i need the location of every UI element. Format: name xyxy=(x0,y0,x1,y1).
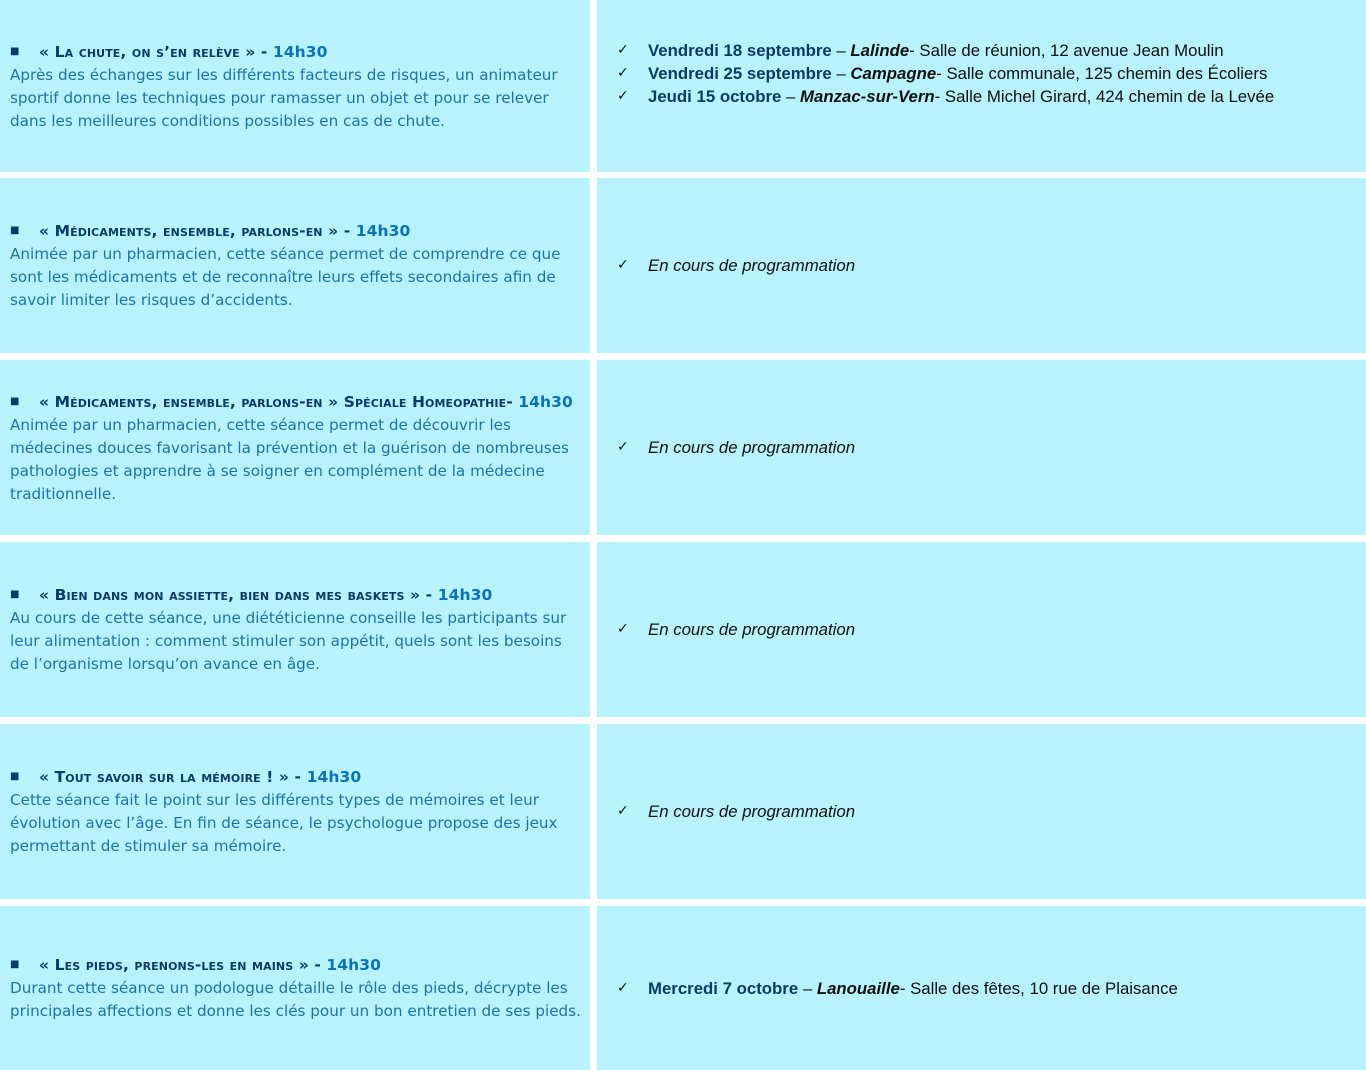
session-dash: – xyxy=(831,41,851,60)
checkmark-icon: ✓ xyxy=(617,65,629,81)
square-bullet-icon: ■ xyxy=(10,45,20,57)
session-line xyxy=(617,39,1358,62)
pending-status: En cours de programmation xyxy=(648,620,856,639)
pending-status: En cours de programmation xyxy=(648,802,856,821)
checkmark-icon: ✓ xyxy=(617,621,629,637)
square-bullet-icon: ■ xyxy=(10,589,20,600)
session-place: - Salle des fêtes, 10 rue de Plaisance xyxy=(899,978,1178,998)
session-dash: – xyxy=(798,978,817,998)
checkmark-icon: ✓ xyxy=(617,42,629,58)
checkmark-icon: ✓ xyxy=(617,257,629,273)
session-place: - Salle Michel Girard, 424 chemin de la Levée xyxy=(934,87,1275,106)
session-city: Lanouaille xyxy=(816,978,900,998)
workshop-cell xyxy=(0,906,590,1070)
workshop-title xyxy=(10,40,582,64)
session-dash: – xyxy=(781,87,801,106)
workshop-time: 14h30 xyxy=(437,586,493,604)
checkmark-icon: ✓ xyxy=(617,803,629,819)
workshop-title-text: « La chute, on s’en relève » xyxy=(39,42,256,61)
workshop-description: Durant cette séance un podologue détaille le rôle des pieds, décrypte les principales affections et donne les clés pour un bon entretien de ses pieds. xyxy=(10,979,581,1020)
session-line xyxy=(617,618,1358,641)
square-bullet-icon: ■ xyxy=(10,225,20,236)
pending-status: En cours de programmation xyxy=(648,438,856,457)
table-row xyxy=(0,542,1366,717)
workshop-title xyxy=(10,390,582,414)
pending-status: En cours de programmation xyxy=(648,256,856,275)
checkmark-icon: ✓ xyxy=(617,439,629,455)
session-line xyxy=(617,85,1358,108)
workshop-time: 14h30 xyxy=(355,222,411,240)
session-date: Vendredi 18 septembre xyxy=(648,41,832,60)
workshop-description: Animée par un pharmacien, cette séance permet de découvrir les médecines douces favorisant la prévention et la guérison de nombreuses pathologies et apprendre à se soigner en complément de la médecine traditionnelle. xyxy=(10,415,569,503)
workshop-description: Animée par un pharmacien, cette séance permet de comprendre ce que sont les médicaments et de reconnaître leurs effets secondaires afin de savoir limiter les risques d’accidents. xyxy=(10,245,561,309)
table-row xyxy=(0,724,1366,899)
session-line xyxy=(617,62,1358,85)
checkmark-icon: ✓ xyxy=(617,88,629,104)
schedule-cell xyxy=(597,724,1366,899)
workshop-time: 14h30 xyxy=(272,42,328,61)
workshop-description: Au cours de cette séance, une diététicienne conseille les participants sur leur alimentation : comment stimuler son appétit, quels sont les besoins de l’organisme lorsqu’on avance en âge. xyxy=(10,609,567,673)
workshop-title-text: « Médicaments, ensemble, parlons-en » xyxy=(39,222,339,240)
workshop-description: Cette séance fait le point sur les différents types de mémoires et leur évolution avec l’âge. En fin de séance, le psychologue propose des jeux permettant de stimuler sa mémoire. xyxy=(10,791,558,855)
checkmark-icon: ✓ xyxy=(617,979,629,996)
session-place: - Salle communale, 125 chemin des Écoliers xyxy=(936,64,1268,83)
workshop-time: 14h30 xyxy=(518,392,573,411)
session-line xyxy=(617,800,1358,823)
square-bullet-icon: ■ xyxy=(10,771,20,782)
workshop-cell xyxy=(0,724,590,899)
workshop-title-text: « Les pieds, prenons-les en mains » xyxy=(39,956,309,974)
workshop-description: Après des échanges sur les différents facteurs de risques, un animateur sportif donne les techniques pour ramasser un objet et pour se relever dans les meilleures conditions possibles en cas de chute. xyxy=(10,65,558,130)
workshop-time: 14h30 xyxy=(306,768,362,786)
square-bullet-icon: ■ xyxy=(10,959,20,970)
square-bullet-icon: ■ xyxy=(10,395,20,407)
session-date: Vendredi 25 septembre xyxy=(648,64,832,83)
session-date: Mercredi 7 octobre xyxy=(648,978,799,998)
schedule-cell xyxy=(597,360,1366,535)
session-line xyxy=(617,436,1358,459)
workshop-time: 14h30 xyxy=(326,956,382,974)
workshop-cell xyxy=(0,360,590,535)
title-separator: - xyxy=(308,956,327,974)
table-row xyxy=(0,360,1366,535)
workshop-title xyxy=(10,953,582,977)
table-row xyxy=(0,0,1366,172)
title-separator: - xyxy=(338,222,356,240)
workshop-cell xyxy=(0,0,590,172)
workshop-title xyxy=(10,583,582,607)
workshop-cell xyxy=(0,542,590,717)
session-dash: – xyxy=(831,64,851,83)
session-line xyxy=(617,977,1358,1000)
title-separator: - xyxy=(420,586,438,604)
session-city: Campagne xyxy=(850,64,937,83)
title-separator: - xyxy=(255,42,273,61)
schedule-cell xyxy=(597,542,1366,717)
session-date: Jeudi 15 octobre xyxy=(648,87,782,106)
workshop-title-text: « Bien dans mon assiette, bien dans mes baskets » xyxy=(39,586,421,604)
workshop-title xyxy=(10,219,582,243)
workshop-title xyxy=(10,765,582,789)
schedule-cell xyxy=(597,178,1366,353)
session-line xyxy=(617,254,1358,277)
table-row xyxy=(0,178,1366,353)
title-separator: - xyxy=(289,768,307,786)
table-row xyxy=(0,906,1366,1070)
title-separator: - xyxy=(506,392,519,411)
schedule-cell xyxy=(597,0,1366,172)
workshop-title-text: « Médicaments, ensemble, parlons-en » Spéciale Homeopathie xyxy=(39,392,507,411)
session-city: Lalinde xyxy=(850,41,910,60)
schedule-cell xyxy=(597,906,1366,1070)
session-city: Manzac-sur-Vern xyxy=(800,87,935,106)
workshop-title-text: « Tout savoir sur la mémoire ! » xyxy=(39,768,290,786)
session-place: - Salle de réunion, 12 avenue Jean Moulin xyxy=(909,41,1224,60)
workshop-cell xyxy=(0,178,590,353)
